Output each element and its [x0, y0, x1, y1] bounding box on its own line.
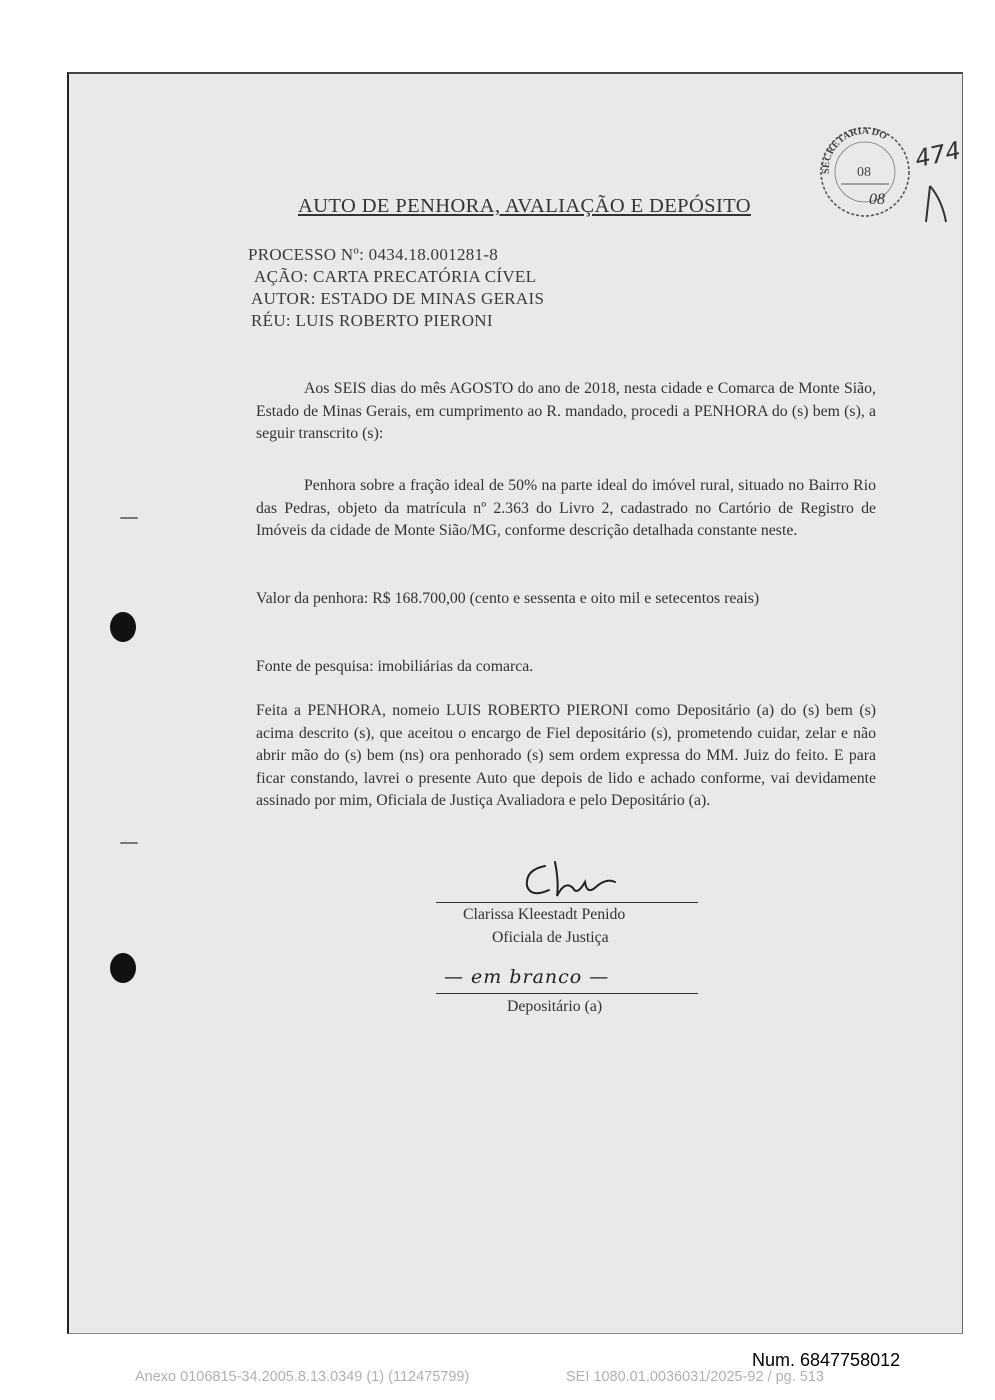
paragraph-penhora-text: Penhora sobre a fração ideal de 50% na parte ideal do imóvel rural, situado no Bairro Rio das Pedras, objeto da matrícula nº 2.363 do Livro 2, cadastrado no Cartório de Registro de Imóveis da cidade de Monte Sião/MG, conforme descrição detalhada constante neste. — [256, 477, 876, 539]
sei-reference: SEI 1080.01.0036031/2025-92 / pg. 513 — [566, 1369, 824, 1385]
processo-line: PROCESSO Nº: 0434.18.001281-8 — [248, 245, 499, 264]
document-title: AUTO DE PENHORA, AVALIAÇÃO E DEPÓSITO — [298, 195, 751, 217]
paragraph-depositario: Feita a PENHORA, nomeio LUIS ROBERTO PIERONI como Depositário (a) do (s) bem (s) acima descrito (s), que aceitou o encargo de Fiel depositário (s), prometendo cuidar, zelar e não abrir mão do (s) bem (ns) ora penhorado (s) sem ordem expressa do MM. Juiz do feito. E para ficar constando, lavrei o presente Auto que depois de lido e achado conforme, vai devidamente assinado por mim, Oficiala de Justiça Avaliadora e pelo Depositário (a). — [256, 702, 876, 809]
punch-hole-top — [110, 612, 136, 642]
paragraph-fonte: Fonte de pesquisa: imobiliárias da comarca. — [256, 658, 534, 675]
annex-reference: Anexo 0106815-34.2005.8.13.0349 (1) (112475799) — [135, 1369, 470, 1385]
depositary-role: Depositário (a) — [507, 998, 603, 1015]
depositary-handwritten: — em branco — — [444, 966, 610, 988]
officer-signature-line — [436, 902, 698, 903]
officer-name: Clarissa Kleestadt Penido — [463, 906, 626, 923]
acao-line: AÇÃO: CARTA PRECATÓRIA CÍVEL — [254, 267, 537, 286]
svg-text:SECRETARIA DO — [821, 126, 889, 175]
officer-role: Oficiala de Justiça — [492, 929, 609, 946]
punch-hole-bottom — [110, 953, 136, 983]
stamp-text: SECRETARIA DO — [820, 125, 889, 175]
handwritten-page-number — [912, 130, 972, 230]
case-header — [248, 244, 544, 332]
stamp-day: 08 — [857, 165, 871, 180]
officer-signature — [515, 852, 635, 904]
document-number: Num. 6847758012 — [752, 1350, 901, 1370]
reu-line: RÉU: LUIS ROBERTO PIERONI — [251, 311, 493, 330]
margin-mark — [120, 517, 138, 519]
paragraph-intro — [256, 378, 876, 446]
paragraph-intro-text: Aos SEIS dias do mês AGOSTO do ano de 2018, nesta cidade e Comarca de Monte Sião, Estado de Minas Gerais, em cumprimento ao R. mandado, procedi a PENHORA do (s) bem (s), a seguir transcrito (s): — [256, 380, 876, 442]
paragraph-penhora — [256, 475, 876, 543]
margin-mark — [120, 842, 138, 844]
secretaria-stamp — [815, 122, 915, 222]
paragraph-valor: Valor da penhora: R$ 168.700,00 (cento e sessenta e oito mil e setecentos reais) — [256, 590, 760, 607]
depositary-signature-line — [436, 993, 698, 994]
stamp-month: 08 — [869, 191, 885, 208]
page-number-text: 474 — [912, 136, 964, 174]
autor-line: AUTOR: ESTADO DE MINAS GERAIS — [251, 289, 545, 308]
